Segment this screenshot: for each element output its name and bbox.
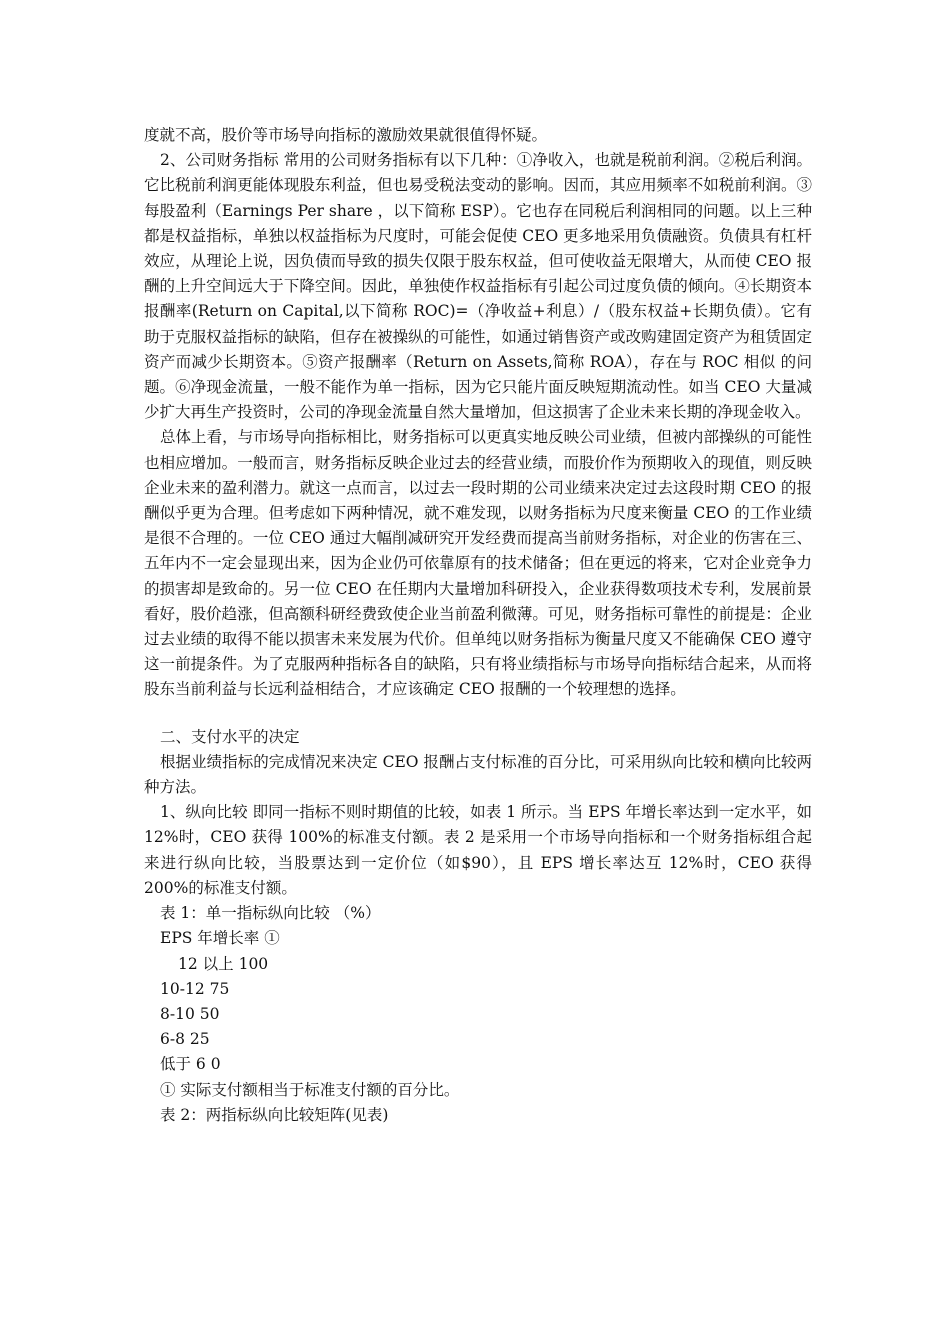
paragraph-vertical-comparison: 1、纵向比较 即同一指标不则时期值的比较，如表 1 所示。当 EPS 年增长率达到一定水平，如 12%时，CEO 获得 100%的标准支付额。表 2 是采用一个市场导向指标和一个财务指标组合起来进行纵向比较，当股票达到一定价位（如$90），且 EPS 增长率达互 12%时，CEO 获得 200%的标准支付额。 — [144, 803, 812, 897]
table1-row: 12 以上 100 — [178, 954, 269, 973]
table1-footnote: ① 实际支付额相当于标准支付额的百分比。 — [160, 1080, 460, 1099]
paragraph-gap — [144, 703, 812, 725]
paragraph-overall-comparison: 总体上看，与市场导向指标相比，财务指标可以更真实地反映公司业绩，但被内部操纵的可能性也相应增加。一般而言，财务指标反映企业过去的经营业绩，而股价作为预期收入的现值，则反映企业未来的盈利潜力。就这一点而言，以过去一段时期的公司业绩来决定过去这段时期 CEO 的报酬似乎更为合理。但考虑如下两种情况，就不难发现，以财务指标为尺度来衡量 CEO 的工作业绩是很不合理的。一位 CEO 通过大幅削减研究开发经费而提高当前财务指标，对企业的伤害在三、五年内不一定会显现出来，因为企业仍可依靠原有的技术储备；但在更远的将来，它对企业竞争力的损害却是致命的。另一位 CEO 在任期内大量增加科研投入，企业获得数项技术专利，发展前景看好，股价趋涨，但高额科研经费致使企业当前盈利微薄。可见，财务指标可靠性的前提是：企业过去业绩的取得不能以损害未来发展为代价。但单纯以财务指标为衡量尺度又不能确保 CEO 遵守这一前提条件。为了克服两种指标各自的缺陷，只有将业绩指标与市场导向指标结合起来，从而将股东当前利益与长远利益相结合，才应该确定 CEO 报酬的一个较理想的选择。 — [144, 428, 812, 699]
table1-row: 6-8 25 — [160, 1030, 210, 1049]
table1-caption: 表 1：单一指标纵向比较 （%） — [160, 904, 381, 923]
paragraph-payment-method: 根据业绩指标的完成情况来决定 CEO 报酬占支付标准的百分比，可采用纵向比较和横向比较两 种方法。 — [144, 752, 812, 797]
section-heading: 二、支付水平的决定 — [160, 727, 300, 746]
paragraph-continuation: 度就不高，股价等市场导向指标的激励效果就很值得怀疑。 — [144, 126, 548, 144]
table1-row: 低于 6 0 — [160, 1055, 221, 1074]
table1-row: 8-10 50 — [160, 1004, 220, 1023]
paragraph-financial-indicators: 2、公司财务指标 常用的公司财务指标有以下几种：①净收入，也就是税前利润。②税后利润。它比税前利润更能体现股东利益，但也易受税法变动的影响。因而，其应用频率不如税前利润。③每股盈利（Earnings Per share ，以下简称 ESP）。它也存在同税后利润相同的问题。以上三种都是权益指标，单独以权益指标为尺度时，可能会促使 CEO 更多地采用负债融资。负债具有杠杆效应，从理论上说，因负债而导致的损失仅限于股东权益，但可使收益无限增大，从而使 CEO 报酬的上升空间远大于下降空间。因此，单独使作权益指标有引起公司过度负债的倾向。④长期资本报酬率(Return on Capital,以下简称 ROC)=（净收益+利息）/（股东权益+长期负债）。它有助于克服权益指标的缺陷，但存在被操纵的可能性，如通过销售资产或改购建固定资产为租赁固定资产而减少长期资本。⑤资产报酬率（Return on Assets,简称 ROA），存在与 ROC 相似 的问题。⑥净现金流量，一般不能作为单一指标，因为它只能片面反映短期流动性。如当 CEO 大量减少扩大再生产投资时，公司的净现金流量自然大量增加，但这损害了企业未来长期的净现金收入。 — [144, 151, 812, 422]
table1-row: 10-12 75 — [160, 979, 230, 998]
table2-caption: 表 2：两指标纵向比较矩阵(见表) — [160, 1105, 389, 1124]
table1-header: EPS 年增长率 ① — [160, 929, 280, 948]
document-body — [144, 123, 812, 1128]
